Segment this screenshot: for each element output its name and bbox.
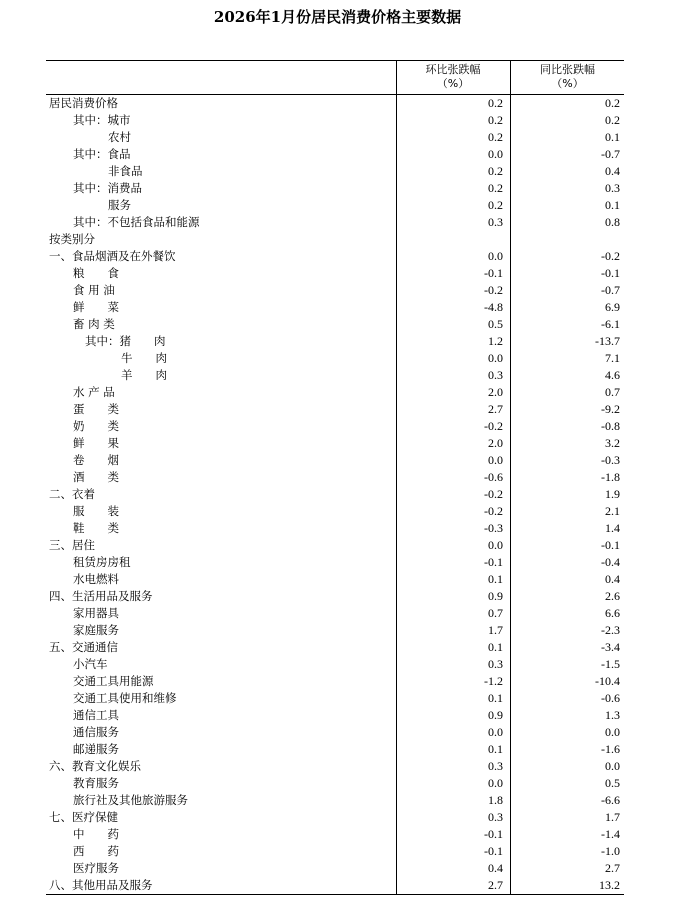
table-row xyxy=(46,214,624,231)
table-row xyxy=(46,282,624,299)
row-label-text: 食 用 油 xyxy=(73,283,115,297)
table-row xyxy=(46,265,624,282)
row-label-text: 鲜 菜 xyxy=(73,300,119,314)
table-row xyxy=(46,333,624,350)
table-row xyxy=(46,129,624,146)
row-label xyxy=(49,248,176,265)
row-label xyxy=(73,860,119,877)
yoy-value: -9.2 xyxy=(510,401,624,418)
row-label-text: 不包括食品和能源 xyxy=(107,215,200,229)
mom-value: 0.1 xyxy=(396,741,509,758)
table-row xyxy=(46,656,624,673)
row-label xyxy=(73,826,119,843)
row-label xyxy=(73,469,119,486)
yoy-value: -0.6 xyxy=(510,690,624,707)
page-title: 2026年1月份居民消费价格主要数据 xyxy=(213,8,462,26)
mom-value: 1.8 xyxy=(396,792,509,809)
row-label-text: 水电燃料 xyxy=(73,572,119,586)
mom-value: 1.2 xyxy=(396,333,509,350)
row-label xyxy=(73,792,188,809)
yoy-value: -0.8 xyxy=(510,418,624,435)
row-label xyxy=(73,401,119,418)
table-row xyxy=(46,231,624,248)
mom-value: 0.1 xyxy=(396,690,509,707)
yoy-value: 1.7 xyxy=(510,809,624,826)
yoy-value: 6.6 xyxy=(510,605,624,622)
row-label xyxy=(73,724,119,741)
mom-value: 0.5 xyxy=(396,316,509,333)
row-label-text: 教育服务 xyxy=(73,776,119,790)
row-label-text: 鞋 类 xyxy=(73,521,119,535)
yoy-value: -0.7 xyxy=(510,282,624,299)
yoy-value: 2.6 xyxy=(510,588,624,605)
table-row xyxy=(46,248,624,265)
table-row xyxy=(46,843,624,860)
row-prefix: 其中： xyxy=(73,113,108,127)
row-label xyxy=(73,316,115,333)
row-label xyxy=(49,537,95,554)
yoy-value: -3.4 xyxy=(510,639,624,656)
yoy-value: -6.1 xyxy=(510,316,624,333)
mom-value: -0.1 xyxy=(396,826,509,843)
row-label-text: 医疗服务 xyxy=(73,861,119,875)
row-label xyxy=(108,163,143,180)
yoy-value: 0.0 xyxy=(510,758,624,775)
row-label xyxy=(73,146,131,163)
table-row xyxy=(46,605,624,622)
row-label-text: 卷 烟 xyxy=(73,453,119,467)
row-label xyxy=(73,214,200,231)
yoy-value: -6.6 xyxy=(510,792,624,809)
row-label-text: 居民消费价格 xyxy=(49,96,118,110)
row-label xyxy=(73,554,131,571)
table-row xyxy=(46,418,624,435)
table-row xyxy=(46,571,624,588)
table-body xyxy=(46,95,624,894)
table-row xyxy=(46,690,624,707)
mom-value: 0.2 xyxy=(396,163,509,180)
row-label-text: 猪 肉 xyxy=(119,334,166,348)
header-yoy xyxy=(510,61,624,94)
yoy-value: 0.4 xyxy=(510,163,624,180)
yoy-value: 0.5 xyxy=(510,775,624,792)
mom-value: 0.3 xyxy=(396,214,509,231)
mom-value: 2.7 xyxy=(396,877,509,894)
yoy-value: 0.4 xyxy=(510,571,624,588)
table-row xyxy=(46,758,624,775)
row-label xyxy=(73,180,142,197)
table-row xyxy=(46,163,624,180)
row-label-text: 旅行社及其他旅游服务 xyxy=(73,793,188,807)
yoy-value: 3.2 xyxy=(510,435,624,452)
header-mom xyxy=(396,61,509,94)
row-label xyxy=(121,367,167,384)
mom-value: 0.1 xyxy=(396,639,509,656)
mom-value: 0.0 xyxy=(396,350,509,367)
row-label-text: 农村 xyxy=(108,130,131,144)
table-row xyxy=(46,367,624,384)
mom-value: 0.2 xyxy=(396,197,509,214)
yoy-value: 0.3 xyxy=(510,180,624,197)
yoy-value: -0.4 xyxy=(510,554,624,571)
mom-value: 0.3 xyxy=(396,758,509,775)
row-label xyxy=(73,707,119,724)
mom-value: -1.2 xyxy=(396,673,509,690)
row-label xyxy=(73,571,119,588)
header-yoy-unit: （%） xyxy=(551,77,584,90)
table-row xyxy=(46,792,624,809)
row-label xyxy=(73,622,119,639)
row-label xyxy=(121,350,167,367)
row-label-text: 畜 肉 类 xyxy=(73,317,115,331)
row-label-text: 通信服务 xyxy=(73,725,119,739)
row-label-text: 七、医疗保健 xyxy=(49,810,118,824)
table-row xyxy=(46,741,624,758)
table-row xyxy=(46,860,624,877)
mom-value xyxy=(396,231,509,248)
row-label xyxy=(49,486,95,503)
row-label-text: 租赁房房租 xyxy=(73,555,131,569)
row-label-text: 鲜 果 xyxy=(73,436,119,450)
table-row xyxy=(46,452,624,469)
table-row xyxy=(46,537,624,554)
mom-value: 1.7 xyxy=(396,622,509,639)
yoy-value xyxy=(510,231,624,248)
row-label xyxy=(73,503,119,520)
yoy-value: 1.4 xyxy=(510,520,624,537)
mom-value: 0.9 xyxy=(396,707,509,724)
row-label-text: 八、其他用品及服务 xyxy=(49,878,153,892)
table-row xyxy=(46,877,624,894)
row-label-text: 邮递服务 xyxy=(73,742,119,756)
mom-value: -0.6 xyxy=(396,469,509,486)
mom-value: -4.8 xyxy=(396,299,509,316)
table-row xyxy=(46,588,624,605)
table-row xyxy=(46,146,624,163)
yoy-value: 0.0 xyxy=(510,724,624,741)
row-label-text: 六、教育文化娱乐 xyxy=(49,759,141,773)
table-row xyxy=(46,622,624,639)
yoy-value: -1.6 xyxy=(510,741,624,758)
row-label xyxy=(73,384,115,401)
row-label xyxy=(73,843,119,860)
table-row xyxy=(46,826,624,843)
row-label xyxy=(73,605,119,622)
yoy-value: -1.5 xyxy=(510,656,624,673)
table-row xyxy=(46,435,624,452)
mom-value: -0.1 xyxy=(396,265,509,282)
mom-value: 0.0 xyxy=(396,724,509,741)
table-header xyxy=(46,61,624,95)
row-label xyxy=(73,741,119,758)
mom-value: 0.7 xyxy=(396,605,509,622)
mom-value: 2.7 xyxy=(396,401,509,418)
row-label-text: 一、食品烟酒及在外餐饮 xyxy=(49,249,176,263)
mom-value: 0.2 xyxy=(396,129,509,146)
yoy-value: -1.8 xyxy=(510,469,624,486)
table-row xyxy=(46,401,624,418)
table-row xyxy=(46,554,624,571)
yoy-value: 4.6 xyxy=(510,367,624,384)
row-label xyxy=(73,690,177,707)
mom-value: 0.0 xyxy=(396,452,509,469)
row-label-text: 食品 xyxy=(107,147,131,161)
mom-value: 0.2 xyxy=(396,180,509,197)
row-prefix: 其中： xyxy=(73,147,108,161)
row-label-text: 二、衣着 xyxy=(49,487,95,501)
table-row xyxy=(46,724,624,741)
mom-value: 0.4 xyxy=(396,860,509,877)
row-prefix: 其中： xyxy=(73,215,108,229)
table-row xyxy=(46,673,624,690)
row-label-text: 消费品 xyxy=(107,181,142,195)
header-yoy-label: 同比张跌幅 xyxy=(540,63,595,76)
yoy-value: -0.3 xyxy=(510,452,624,469)
row-label-text: 家庭服务 xyxy=(73,623,119,637)
table-row xyxy=(46,180,624,197)
mom-value: 0.1 xyxy=(396,571,509,588)
row-label xyxy=(73,418,119,435)
yoy-value: 13.2 xyxy=(510,877,624,894)
yoy-value: -1.0 xyxy=(510,843,624,860)
yoy-value: 0.2 xyxy=(510,95,624,112)
row-label xyxy=(49,809,118,826)
mom-value: -0.2 xyxy=(396,418,509,435)
table-row xyxy=(46,95,624,112)
mom-value: -0.2 xyxy=(396,282,509,299)
row-prefix: 其中： xyxy=(73,181,108,195)
row-label-text: 奶 类 xyxy=(73,419,119,433)
row-label-text: 中 药 xyxy=(73,827,119,841)
table-row xyxy=(46,299,624,316)
table-row xyxy=(46,809,624,826)
row-label xyxy=(73,452,119,469)
yoy-value: 1.9 xyxy=(510,486,624,503)
row-label-text: 服务 xyxy=(108,198,131,212)
table-row xyxy=(46,520,624,537)
mom-value: 2.0 xyxy=(396,435,509,452)
yoy-value: -0.1 xyxy=(510,537,624,554)
row-label-text: 西 药 xyxy=(73,844,119,858)
row-label xyxy=(73,265,119,282)
mom-value: 0.9 xyxy=(396,588,509,605)
row-label-text: 小汽车 xyxy=(73,657,108,671)
row-label xyxy=(49,639,118,656)
yoy-value: 2.1 xyxy=(510,503,624,520)
row-label xyxy=(49,877,153,894)
row-label-text: 通信工具 xyxy=(73,708,119,722)
mom-value: 0.0 xyxy=(396,146,509,163)
yoy-value: 0.1 xyxy=(510,129,624,146)
row-label xyxy=(73,656,108,673)
yoy-value: 6.9 xyxy=(510,299,624,316)
row-label xyxy=(73,299,119,316)
yoy-value: -0.2 xyxy=(510,248,624,265)
row-label-text: 家用器具 xyxy=(73,606,119,620)
row-label xyxy=(73,435,119,452)
row-label xyxy=(73,775,119,792)
row-label-text: 酒 类 xyxy=(73,470,119,484)
table-row xyxy=(46,112,624,129)
row-label xyxy=(49,231,95,248)
mom-value: -0.2 xyxy=(396,503,509,520)
yoy-value: 0.2 xyxy=(510,112,624,129)
yoy-value: -0.1 xyxy=(510,265,624,282)
mom-value: 0.0 xyxy=(396,537,509,554)
row-label-text: 蛋 类 xyxy=(73,402,119,416)
mom-value: 0.2 xyxy=(396,95,509,112)
mom-value: 0.3 xyxy=(396,367,509,384)
header-mom-unit: （%） xyxy=(436,77,470,90)
row-label-text: 四、生活用品及服务 xyxy=(49,589,153,603)
cpi-table xyxy=(46,60,624,895)
yoy-value: -1.4 xyxy=(510,826,624,843)
yoy-value: 2.7 xyxy=(510,860,624,877)
table-row xyxy=(46,316,624,333)
yoy-value: 0.8 xyxy=(510,214,624,231)
yoy-value: 7.1 xyxy=(510,350,624,367)
row-label-text: 粮 食 xyxy=(73,266,119,280)
row-label-text: 三、居住 xyxy=(49,538,95,552)
row-label xyxy=(49,588,153,605)
row-label xyxy=(108,197,131,214)
row-label-text: 牛 肉 xyxy=(121,351,167,365)
row-label xyxy=(108,129,131,146)
yoy-value: -2.3 xyxy=(510,622,624,639)
mom-value: 0.2 xyxy=(396,112,509,129)
table-row xyxy=(46,350,624,367)
table-row xyxy=(46,469,624,486)
yoy-value: -0.7 xyxy=(510,146,624,163)
row-label xyxy=(73,520,119,537)
table-row xyxy=(46,197,624,214)
table-row xyxy=(46,707,624,724)
mom-value: -0.1 xyxy=(396,554,509,571)
table-row xyxy=(46,639,624,656)
row-label xyxy=(73,282,115,299)
mom-value: 0.0 xyxy=(396,248,509,265)
table-row xyxy=(46,384,624,401)
yoy-value: -13.7 xyxy=(510,333,624,350)
row-label-text: 羊 肉 xyxy=(121,368,167,382)
mom-value: -0.2 xyxy=(396,486,509,503)
mom-value: -0.1 xyxy=(396,843,509,860)
yoy-value: 0.7 xyxy=(510,384,624,401)
row-label-text: 非食品 xyxy=(108,164,143,178)
yoy-value: 1.3 xyxy=(510,707,624,724)
mom-value: 0.3 xyxy=(396,809,509,826)
row-label xyxy=(49,758,141,775)
row-label-text: 交通工具用能源 xyxy=(73,674,154,688)
yoy-value: 0.1 xyxy=(510,197,624,214)
row-label-text: 城市 xyxy=(107,113,131,127)
mom-value: 0.0 xyxy=(396,775,509,792)
row-label xyxy=(73,673,154,690)
yoy-value: -10.4 xyxy=(510,673,624,690)
mom-value: 0.3 xyxy=(396,656,509,673)
row-label-text: 五、交通通信 xyxy=(49,640,118,654)
table-row xyxy=(46,486,624,503)
row-label-text: 服 装 xyxy=(73,504,119,518)
row-label-text: 按类别分 xyxy=(49,232,95,246)
row-label-text: 交通工具使用和维修 xyxy=(73,691,177,705)
row-prefix: 其中： xyxy=(85,334,120,348)
table-row xyxy=(46,775,624,792)
row-label-text: 水 产 品 xyxy=(73,385,115,399)
table-row xyxy=(46,503,624,520)
row-label xyxy=(85,333,166,350)
row-label xyxy=(73,112,131,129)
mom-value: -0.3 xyxy=(396,520,509,537)
header-mom-label: 环比张跌幅 xyxy=(425,63,481,76)
row-label xyxy=(49,95,118,112)
mom-value: 2.0 xyxy=(396,384,509,401)
